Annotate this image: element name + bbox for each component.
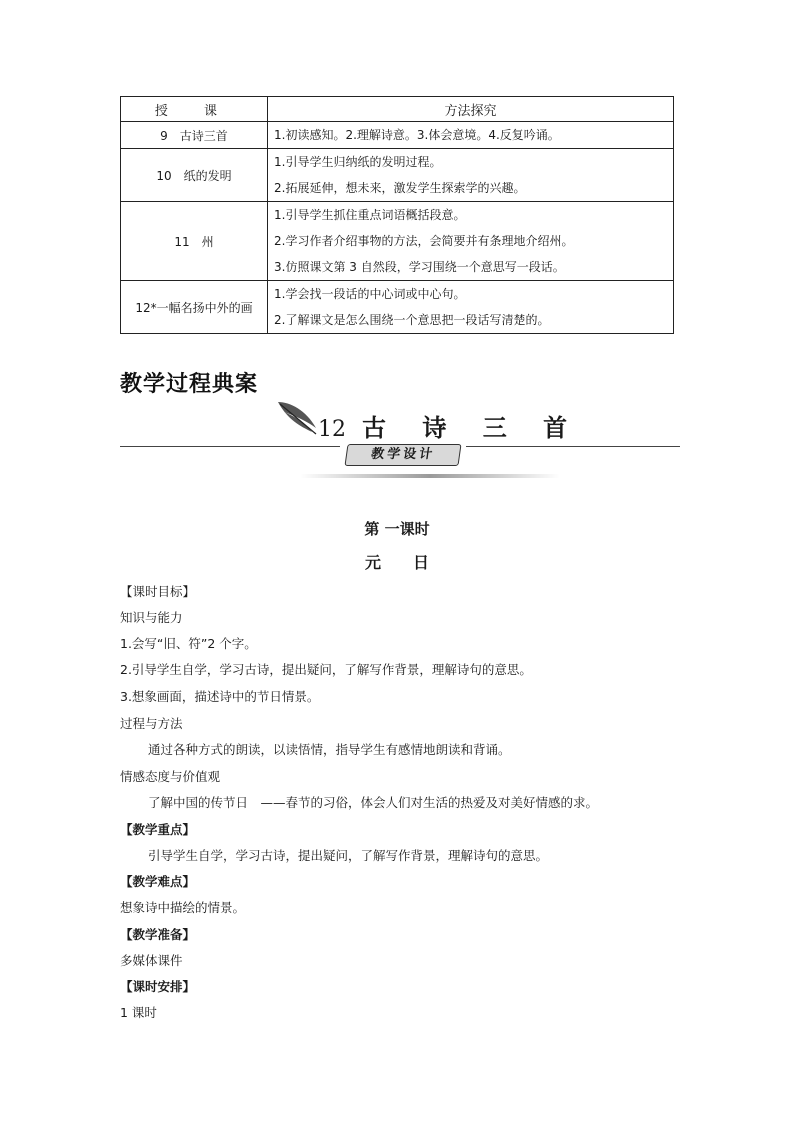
method-line: 2.拓展延伸，想未来，激发学生探索学的兴趣。 — [274, 181, 526, 195]
poem-title: 元 日 — [364, 553, 429, 572]
emotion-heading: 情感态度与价值观 — [120, 769, 221, 784]
header-methods: 方法探究 — [268, 97, 674, 122]
badge-label: 教学设计 — [344, 444, 461, 466]
header-lesson: 授 课 — [121, 97, 268, 122]
process-heading: 过程与方法 — [120, 716, 183, 731]
emotion-text: 了解中国的传节日 ——春节的习俗，体会人们对生活的热爱及对美好情感的求。 — [148, 795, 599, 810]
teaching-design-badge — [340, 442, 466, 466]
method-line: 3.仿照课文第 3 自然段，学习围绕一个意思写一段话。 — [274, 260, 565, 274]
table-row — [121, 122, 674, 149]
lesson-cell: 10 纸的发明 — [121, 149, 268, 202]
schedule-heading: 【课时安排】 — [120, 979, 196, 994]
table-header-row — [121, 97, 674, 122]
table-row — [121, 149, 674, 202]
lesson-cell: 9 古诗三首 — [121, 122, 268, 149]
lesson-cell: 11 州 — [121, 202, 268, 281]
methods-cell — [268, 202, 674, 281]
method-line: 1.学会找一段话的中心词或中心句。 — [274, 287, 466, 301]
goals-heading: 【课时目标】 — [120, 584, 196, 599]
section-title: 教学过程典案 — [120, 372, 259, 397]
method-line: 1.引导学生抓住重点词语概括段意。 — [274, 208, 466, 222]
lesson-number: 12 — [318, 417, 346, 442]
table-row — [121, 281, 674, 334]
decorative-swoosh — [300, 474, 560, 478]
lesson-name: 古 诗 三 首 — [362, 413, 582, 442]
difficulties-heading: 【教学难点】 — [120, 874, 196, 889]
method-line: 1.引导学生归纳纸的发明过程。 — [274, 155, 442, 169]
schedule-text: 1 课时 — [120, 1005, 157, 1020]
process-text: 通过各种方式的朗读，以读悟情，指导学生有感情地朗读和背诵。 — [148, 742, 511, 757]
methods-cell — [268, 281, 674, 334]
difficulties-text: 想象诗中描绘的情景。 — [120, 900, 246, 915]
method-line: 2.学习作者介绍事物的方法，会简要并有条理地介绍州。 — [274, 234, 574, 248]
method-line: 2.了解课文是怎么围绕一个意思把一段话写清楚的。 — [274, 313, 550, 327]
lesson-heading — [318, 408, 581, 443]
period-title: 第 一课时 — [364, 520, 430, 538]
goal-item: 3.想象画面，描述诗中的节日情景。 — [120, 689, 320, 704]
quill-pen-icon — [276, 398, 320, 442]
method-line: 1.初读感知。2.理解诗意。3.体会意境。4.反复吟诵。 — [274, 128, 560, 142]
lesson-cell: 12*一幅名扬中外的画 — [121, 281, 268, 334]
knowledge-heading: 知识与能力 — [120, 610, 183, 625]
preparation-text: 多媒体课件 — [120, 953, 183, 968]
goal-item: 1.会写“旧、符”2 个字。 — [120, 636, 257, 651]
methods-cell — [268, 149, 674, 202]
key-points-text: 引导学生自学，学习古诗，提出疑问，了解写作背景，理解诗句的意思。 — [148, 848, 549, 863]
goal-item: 2.引导学生自学，学习古诗，提出疑问，了解写作背景，理解诗句的意思。 — [120, 662, 532, 677]
table-row — [121, 202, 674, 281]
preparation-heading: 【教学准备】 — [120, 927, 196, 942]
key-points-heading: 【教学重点】 — [120, 822, 196, 837]
methods-cell — [268, 122, 674, 149]
lesson-methods-table — [120, 96, 674, 334]
